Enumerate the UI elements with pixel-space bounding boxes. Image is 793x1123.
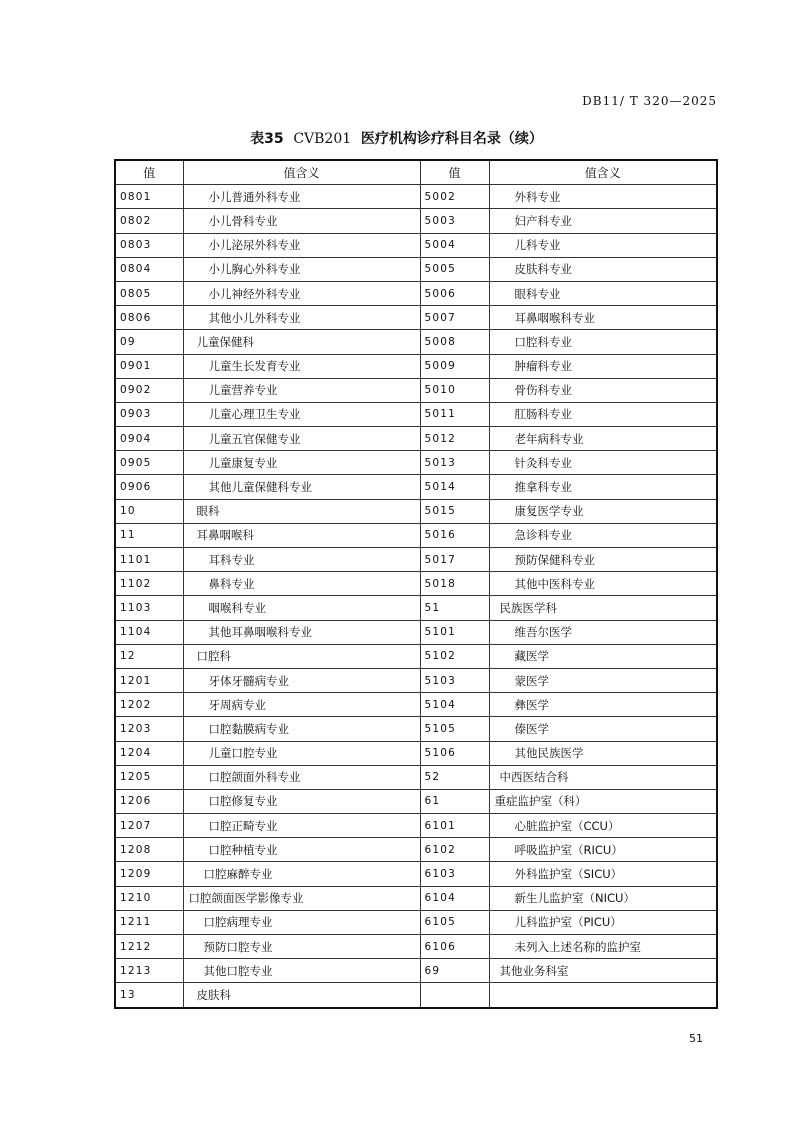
meaning-cell: 鼻科专业 bbox=[183, 572, 420, 596]
code-cell: 1101 bbox=[115, 548, 183, 572]
code-cell: 5102 bbox=[420, 644, 489, 668]
meaning-cell: 儿科专业 bbox=[489, 233, 717, 257]
table-row bbox=[115, 233, 717, 257]
code-cell: 1204 bbox=[115, 741, 183, 765]
meaning-cell: 其他中医科专业 bbox=[489, 572, 717, 596]
meaning-cell: 眼科专业 bbox=[489, 281, 717, 305]
meaning-cell: 未列入上述名称的监护室 bbox=[489, 935, 717, 959]
table-row bbox=[115, 886, 717, 910]
table-row bbox=[115, 959, 717, 983]
meaning-cell: 牙周病专业 bbox=[183, 693, 420, 717]
code-cell: 13 bbox=[115, 983, 183, 1008]
column-header-value: 值 bbox=[420, 160, 489, 185]
table-row bbox=[115, 257, 717, 281]
meaning-cell: 小儿胸心外科专业 bbox=[183, 257, 420, 281]
code-cell: 5012 bbox=[420, 427, 489, 451]
meaning-cell: 彝医学 bbox=[489, 693, 717, 717]
table-row bbox=[115, 620, 717, 644]
code-cell: 1211 bbox=[115, 910, 183, 934]
meaning-cell: 口腔颌面外科专业 bbox=[183, 765, 420, 789]
code-cell: 51 bbox=[420, 596, 489, 620]
code-cell: 6102 bbox=[420, 838, 489, 862]
code-cell: 69 bbox=[420, 959, 489, 983]
meaning-cell: 儿童生长发育专业 bbox=[183, 354, 420, 378]
code-cell: 0806 bbox=[115, 306, 183, 330]
meaning-cell: 预防保健科专业 bbox=[489, 548, 717, 572]
meaning-cell: 耳鼻咽喉科专业 bbox=[489, 306, 717, 330]
meaning-cell: 口腔黏膜病专业 bbox=[183, 717, 420, 741]
meaning-cell: 其他耳鼻咽喉科专业 bbox=[183, 620, 420, 644]
code-cell: 5009 bbox=[420, 354, 489, 378]
table-row bbox=[115, 354, 717, 378]
code-cell: 5106 bbox=[420, 741, 489, 765]
meaning-cell: 傣医学 bbox=[489, 717, 717, 741]
meaning-cell: 小儿泌尿外科专业 bbox=[183, 233, 420, 257]
table-row bbox=[115, 693, 717, 717]
meaning-cell: 咽喉科专业 bbox=[183, 596, 420, 620]
code-cell: 5104 bbox=[420, 693, 489, 717]
table-row bbox=[115, 451, 717, 475]
code-cell: 61 bbox=[420, 789, 489, 813]
meaning-cell: 其他儿童保健科专业 bbox=[183, 475, 420, 499]
code-cell: 09 bbox=[115, 330, 183, 354]
table-row bbox=[115, 378, 717, 402]
meaning-cell: 其他口腔专业 bbox=[183, 959, 420, 983]
table-code: CVB201 bbox=[293, 131, 352, 147]
code-cell: 0805 bbox=[115, 281, 183, 305]
table-row bbox=[115, 983, 717, 1008]
code-cell: 1212 bbox=[115, 935, 183, 959]
code-cell: 1213 bbox=[115, 959, 183, 983]
code-cell: 0906 bbox=[115, 475, 183, 499]
code-cell: 0902 bbox=[115, 378, 183, 402]
table-number: 表35 bbox=[250, 131, 284, 147]
code-cell: 6104 bbox=[420, 886, 489, 910]
code-cell: 1206 bbox=[115, 789, 183, 813]
code-cell: 5006 bbox=[420, 281, 489, 305]
column-header-value: 值 bbox=[115, 160, 183, 185]
table-row bbox=[115, 862, 717, 886]
meaning-cell: 心脏监护室（CCU） bbox=[489, 814, 717, 838]
code-cell: 5016 bbox=[420, 523, 489, 547]
meaning-cell: 皮肤科 bbox=[183, 983, 420, 1008]
code-cell: 0905 bbox=[115, 451, 183, 475]
table-row bbox=[115, 789, 717, 813]
code-cell: 5017 bbox=[420, 548, 489, 572]
code-cell: 5018 bbox=[420, 572, 489, 596]
code-cell: 5105 bbox=[420, 717, 489, 741]
code-cell: 1209 bbox=[115, 862, 183, 886]
code-cell: 0903 bbox=[115, 402, 183, 426]
table-row bbox=[115, 499, 717, 523]
table-row bbox=[115, 838, 717, 862]
meaning-cell: 口腔病理专业 bbox=[183, 910, 420, 934]
meaning-cell: 蒙医学 bbox=[489, 668, 717, 692]
meaning-cell: 口腔颌面医学影像专业 bbox=[183, 886, 420, 910]
code-cell: 1210 bbox=[115, 886, 183, 910]
meaning-cell: 预防口腔专业 bbox=[183, 935, 420, 959]
code-cell: 1104 bbox=[115, 620, 183, 644]
code-cell: 0901 bbox=[115, 354, 183, 378]
table-row bbox=[115, 281, 717, 305]
code-cell: 6103 bbox=[420, 862, 489, 886]
table-row bbox=[115, 717, 717, 741]
meaning-cell: 康复医学专业 bbox=[489, 499, 717, 523]
meaning-cell: 儿科监护室（PICU） bbox=[489, 910, 717, 934]
table-row bbox=[115, 668, 717, 692]
code-cell: 5013 bbox=[420, 451, 489, 475]
meaning-cell: 骨伤科专业 bbox=[489, 378, 717, 402]
meaning-cell: 儿童口腔专业 bbox=[183, 741, 420, 765]
table-row bbox=[115, 548, 717, 572]
code-cell: 10 bbox=[115, 499, 183, 523]
code-cell: 0904 bbox=[115, 427, 183, 451]
code-cell: 12 bbox=[115, 644, 183, 668]
table-row bbox=[115, 185, 717, 209]
meaning-cell: 口腔科专业 bbox=[489, 330, 717, 354]
table-row bbox=[115, 475, 717, 499]
meaning-cell: 口腔正畸专业 bbox=[183, 814, 420, 838]
code-cell: 5008 bbox=[420, 330, 489, 354]
code-cell: 5005 bbox=[420, 257, 489, 281]
table-row bbox=[115, 330, 717, 354]
code-cell: 1103 bbox=[115, 596, 183, 620]
code-cell: 6101 bbox=[420, 814, 489, 838]
table-row bbox=[115, 741, 717, 765]
meaning-cell: 维吾尔医学 bbox=[489, 620, 717, 644]
codes-table bbox=[114, 159, 718, 1009]
code-cell: 5002 bbox=[420, 185, 489, 209]
meaning-cell: 外科专业 bbox=[489, 185, 717, 209]
code-cell: 5015 bbox=[420, 499, 489, 523]
meaning-cell: 儿童康复专业 bbox=[183, 451, 420, 475]
table-row bbox=[115, 523, 717, 547]
code-cell: 1202 bbox=[115, 693, 183, 717]
meaning-cell: 口腔麻醉专业 bbox=[183, 862, 420, 886]
meaning-cell: 急诊科专业 bbox=[489, 523, 717, 547]
meaning-cell: 中西医结合科 bbox=[489, 765, 717, 789]
meaning-cell: 口腔种植专业 bbox=[183, 838, 420, 862]
code-cell bbox=[420, 983, 489, 1008]
code-cell: 5003 bbox=[420, 209, 489, 233]
table-header-row bbox=[115, 160, 717, 185]
code-cell: 5007 bbox=[420, 306, 489, 330]
code-cell: 0802 bbox=[115, 209, 183, 233]
code-cell: 0803 bbox=[115, 233, 183, 257]
meaning-cell: 其他民族医学 bbox=[489, 741, 717, 765]
meaning-cell: 眼科 bbox=[183, 499, 420, 523]
code-cell: 1201 bbox=[115, 668, 183, 692]
code-cell: 5004 bbox=[420, 233, 489, 257]
code-cell: 1203 bbox=[115, 717, 183, 741]
column-header-meaning: 值含义 bbox=[183, 160, 420, 185]
meaning-cell: 耳科专业 bbox=[183, 548, 420, 572]
table-row bbox=[115, 209, 717, 233]
meaning-cell: 口腔科 bbox=[183, 644, 420, 668]
column-header-meaning: 值含义 bbox=[489, 160, 717, 185]
meaning-cell: 小儿神经外科专业 bbox=[183, 281, 420, 305]
meaning-cell: 藏医学 bbox=[489, 644, 717, 668]
table-row bbox=[115, 935, 717, 959]
meaning-cell: 小儿骨科专业 bbox=[183, 209, 420, 233]
meaning-cell: 新生儿监护室（NICU） bbox=[489, 886, 717, 910]
table-row bbox=[115, 596, 717, 620]
meaning-cell: 儿童保健科 bbox=[183, 330, 420, 354]
meaning-cell: 儿童心理卫生专业 bbox=[183, 402, 420, 426]
code-cell: 5103 bbox=[420, 668, 489, 692]
table-row bbox=[115, 644, 717, 668]
code-cell: 5010 bbox=[420, 378, 489, 402]
meaning-cell: 肿瘤科专业 bbox=[489, 354, 717, 378]
table-title bbox=[0, 128, 793, 148]
meaning-cell: 皮肤科专业 bbox=[489, 257, 717, 281]
code-cell: 0801 bbox=[115, 185, 183, 209]
meaning-cell: 针灸科专业 bbox=[489, 451, 717, 475]
meaning-cell: 推拿科专业 bbox=[489, 475, 717, 499]
code-cell: 5011 bbox=[420, 402, 489, 426]
meaning-cell: 其他业务科室 bbox=[489, 959, 717, 983]
meaning-cell: 儿童五官保健专业 bbox=[183, 427, 420, 451]
code-cell: 1207 bbox=[115, 814, 183, 838]
meaning-cell: 牙体牙髓病专业 bbox=[183, 668, 420, 692]
meaning-cell: 肛肠科专业 bbox=[489, 402, 717, 426]
meaning-cell: 口腔修复专业 bbox=[183, 789, 420, 813]
code-cell: 5014 bbox=[420, 475, 489, 499]
code-cell: 5101 bbox=[420, 620, 489, 644]
table-row bbox=[115, 814, 717, 838]
code-cell: 52 bbox=[420, 765, 489, 789]
table-row bbox=[115, 572, 717, 596]
meaning-cell: 民族医学科 bbox=[489, 596, 717, 620]
meaning-cell: 小儿普通外科专业 bbox=[183, 185, 420, 209]
meaning-cell: 妇产科专业 bbox=[489, 209, 717, 233]
page-number: 51 bbox=[689, 1032, 703, 1045]
document-code: DB11/ T 320—2025 bbox=[582, 94, 717, 108]
meaning-cell: 重症监护室（科） bbox=[489, 789, 717, 813]
code-cell: 6106 bbox=[420, 935, 489, 959]
table-row bbox=[115, 306, 717, 330]
meaning-cell: 其他小儿外科专业 bbox=[183, 306, 420, 330]
code-cell: 1208 bbox=[115, 838, 183, 862]
meaning-cell: 儿童营养专业 bbox=[183, 378, 420, 402]
meaning-cell: 老年病科专业 bbox=[489, 427, 717, 451]
table-title-text: 医疗机构诊疗科目名录（续） bbox=[360, 131, 543, 147]
code-cell: 6105 bbox=[420, 910, 489, 934]
table-body bbox=[115, 185, 717, 1008]
meaning-cell: 外科监护室（SICU） bbox=[489, 862, 717, 886]
meaning-cell bbox=[489, 983, 717, 1008]
meaning-cell: 耳鼻咽喉科 bbox=[183, 523, 420, 547]
table-row bbox=[115, 765, 717, 789]
meaning-cell: 呼吸监护室（RICU） bbox=[489, 838, 717, 862]
code-cell: 1102 bbox=[115, 572, 183, 596]
code-cell: 11 bbox=[115, 523, 183, 547]
code-cell: 1205 bbox=[115, 765, 183, 789]
table-row bbox=[115, 910, 717, 934]
code-cell: 0804 bbox=[115, 257, 183, 281]
table-row bbox=[115, 427, 717, 451]
table-row bbox=[115, 402, 717, 426]
